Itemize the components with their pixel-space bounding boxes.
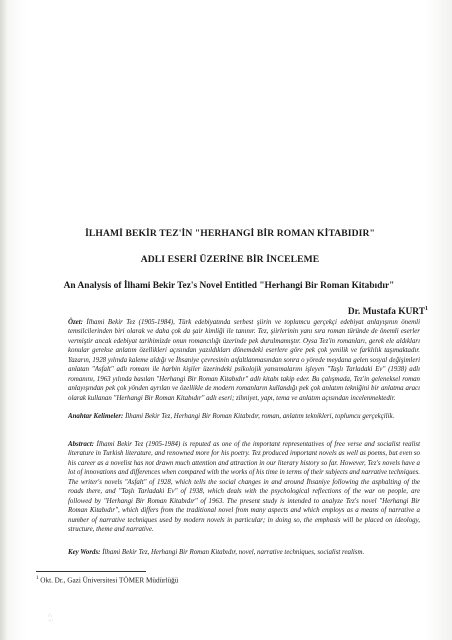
- scan-artifact: ∴ ·:·: [48, 613, 54, 624]
- english-title: An Analysis of İlhami Bekir Tez's Novel Entitled "Herhangi Bir Roman Kitabıdır": [63, 281, 395, 291]
- english-keywords-text: İlhami Bekir Tez, Herhangi Bir Roman Kitabıdır, novel, narrative techniques, socialist realism.: [102, 549, 365, 556]
- turkish-keywords-text: İlhami Bekir Tez, Herhangi Bir Roman Kitabıdır, roman, anlatım teknikleri, toplumcu gerçekçilik.: [125, 413, 395, 420]
- author-footnote-mark: 1: [425, 306, 428, 312]
- footnote-separator: [36, 571, 146, 572]
- turkish-title-line-1: İLHAMİ BEKİR TEZ'İN "HERHANGİ BİR ROMAN KİTABIDIR": [85, 228, 375, 239]
- turkish-keywords: [68, 412, 420, 421]
- turkish-abstract-label: Özet:: [68, 319, 83, 326]
- english-abstract-text: İlhami Bekir Tez (1905-1984) is reputed as one of the important representatives of free verse and socialist realist literature in Turkish literature, and renowned more for his poetry. Tez produced important novels as well as poems, but even so his career as a novelist has not drawn much attention and attraction in our literary history so far. However, Tez's novels have a lot of innovations and differences when compared with the works of his time in terms of their subjects and narrative techniques. The writer's novels "Asfalt" of 1928, which tells the social changes in and around İhsaniye following the asphalting of the roads there, and "Taşlı Tarladaki Ev" of 1938, which deals with the psychological reflections of the war on people, are followed by "Herhangi Bir Roman Kitabıdır" of 1963. The present study is intended to analyze Tez's novel "Herhangi Bir Roman Kitabıdır", which differs from the traditional novel from many aspects and which employs as a means of narrative a number of narrative techniques used by modern novels in particular; in doing so, the emphasis will be placed on ideology, structure, theme and narrative.: [68, 441, 420, 534]
- turkish-title-line-2: ADLI ESERİ ÜZERİNE BİR İNCELEME: [140, 254, 320, 265]
- author-name-text: Dr. Mustafa KURT: [347, 307, 425, 318]
- english-abstract-label: Abstract:: [68, 441, 95, 448]
- footnote-mark: 1: [36, 576, 39, 581]
- turkish-abstract: [68, 318, 420, 403]
- footnote-text: Okt. Dr., Gazi Üniversitesi TÖMER Müdürlüğü: [40, 576, 179, 585]
- english-keywords: [68, 548, 420, 557]
- author-name: [348, 306, 428, 317]
- footnote: [36, 576, 356, 584]
- scan-shadow: [0, 0, 8, 640]
- english-abstract: [68, 440, 420, 535]
- turkish-keywords-label: Anahtar Kelimeler:: [68, 413, 124, 420]
- turkish-abstract-text: İlhami Bekir Tez (1905-1984), Türk edebiyatında serbest şiirin ve toplumcu gerçekçi edebiyat anlayışının önemli temsilcilerinden biri olarak ve daha çok da şair kimliği ile tanınır. Tez, şiirlerinin yanı sıra roman türünde de önemli eserler vermiştir ancak edebiyat tarihimizde onun romancılığı üzerinde pek durulmamıştır. Oysa Tez'in romanları, gerek ele aldıkları konular gerekse anlatım özellikleri açısından yazıldıkları dönemdeki eserlere göre pek çok yenilik ve farklılık taşımaktadır. Yazarın, 1928 yılında kaleme aldığı ve İhsaniye çevresinin asfaltlanmasından sonra o yörede meydana gelen sosyal değişimleri anlatan "Asfalt" adlı romanı ile harbin kişiler üzerindeki psikolojik yansımalarını işleyen "Taşlı Tarladaki Ev" (1938) adlı romanını, 1963 yılında basılan "Herhangi Bir Roman Kitabıdır" adlı kitabı takip eder. Bu çalışmada, Tez'in geleneksel roman anlayışından pek çok yönden ayrılan ve özellikle de modern romanların kullandığı pek çok anlatım tekniğini bir anlatma aracı olarak kullanan "Herhangi Bir Roman Kitabıdır" adlı eseri; zihniyet, yapı, tema ve anlatım açısından incelenmektedir.: [68, 319, 420, 402]
- english-keywords-label: Key Words:: [68, 549, 101, 556]
